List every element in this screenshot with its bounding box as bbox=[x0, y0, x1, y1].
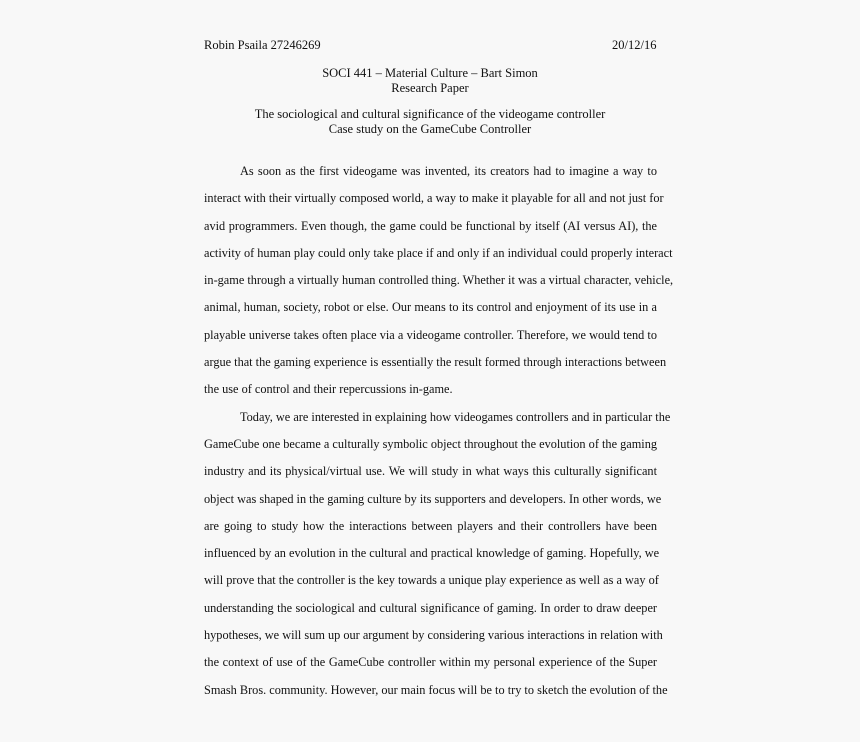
text-line: playable universe takes often place via a videogame controller. Therefore, we would tend to bbox=[204, 327, 657, 342]
text-line: the use of control and their repercussions in-game. bbox=[204, 382, 453, 397]
text-line: influenced by an evolution in the cultural and practical knowledge of gaming. Hopefully, we bbox=[204, 546, 660, 561]
text-line: As soon as the first videogame was invented, its creators had to imagine a way to bbox=[240, 164, 657, 178]
paper-subtitle: Case study on the GameCube Controller bbox=[328, 122, 532, 136]
date: 20/12/16 bbox=[612, 38, 657, 52]
paragraph-2 bbox=[204, 404, 671, 704]
paper-title: The sociological and cultural significance of the videogame controller bbox=[254, 107, 606, 121]
text-line: understanding the sociological and cultural significance of gaming. In order to draw deeper bbox=[204, 600, 657, 615]
text-line: avid programmers. Even though, the game could be functional by itself (AI versus AI), the bbox=[204, 218, 657, 233]
text-line: in-game through a virtually human controlled thing. Whether it was a virtual character, vehicle, bbox=[204, 273, 674, 288]
text-line: Smash Bros. community. However, our main focus will be to try to sketch the evolution of the bbox=[204, 682, 668, 697]
text-line: will prove that the controller is the key towards a unique play experience as well as a way of bbox=[204, 573, 659, 588]
text-line: the context of use of the GameCube controller within my personal experience of the Super bbox=[204, 655, 657, 670]
course-block bbox=[190, 66, 670, 96]
text-line: argue that the gaming experience is essentially the result formed through interactions between bbox=[204, 355, 667, 370]
text-line: hypotheses, we will sum up our argument by considering various interactions in relation with bbox=[204, 628, 663, 643]
body-text bbox=[204, 158, 674, 704]
text-line: interact with their virtually composed world, a way to make it playable for all and not just for bbox=[204, 191, 664, 206]
title-block bbox=[190, 107, 670, 137]
text-line: Today, we are interested in explaining how videogames controllers and in particular the bbox=[240, 409, 671, 424]
paper-type: Research Paper bbox=[391, 81, 469, 95]
text-line: are going to study how the interactions between players and their controllers have been bbox=[204, 518, 657, 533]
text-line: industry and its physical/virtual use. We will study in what ways this culturally significant bbox=[204, 464, 657, 479]
course-name: SOCI 441 – Material Culture – Bart Simon bbox=[322, 66, 538, 80]
author-id: Robin Psaila 27246269 bbox=[204, 38, 321, 52]
paragraph-1 bbox=[204, 158, 674, 404]
text-line: activity of human play could only take place if and only if an individual could properly interact bbox=[204, 245, 673, 260]
text-line: object was shaped in the gaming culture by its supporters and developers. In other words, we bbox=[204, 491, 662, 506]
text-line: animal, human, society, robot or else. Our means to its control and enjoyment of its use in a bbox=[204, 300, 657, 315]
text-line: GameCube one became a culturally symbolic object throughout the evolution of the gaming bbox=[204, 436, 657, 451]
